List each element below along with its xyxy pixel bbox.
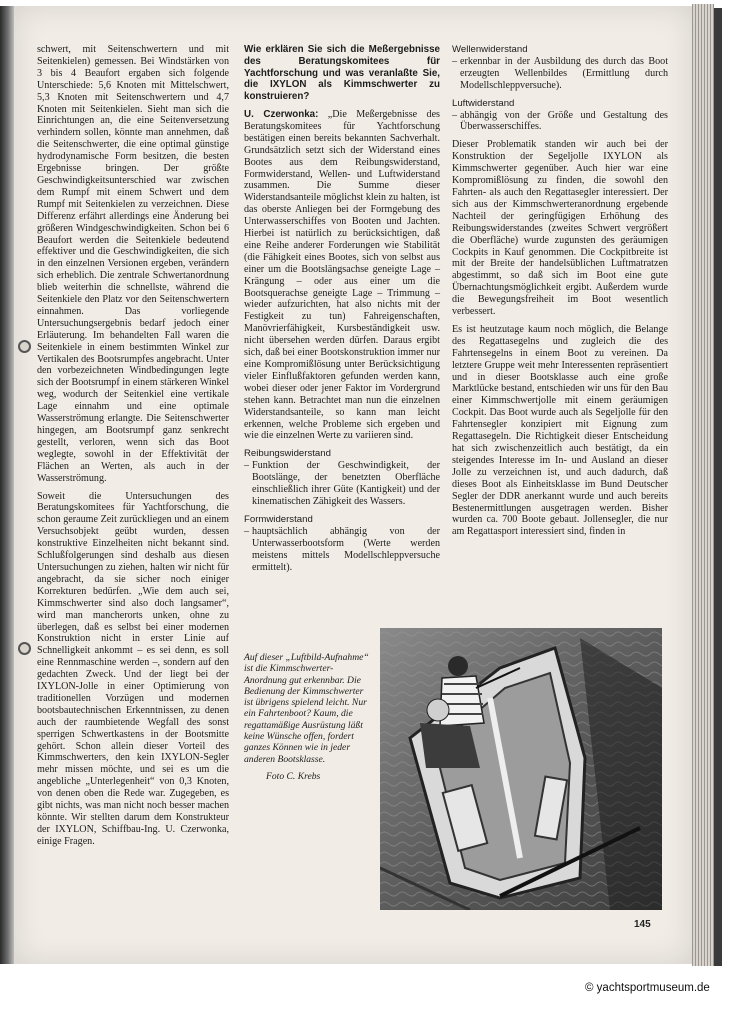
paragraph: Soweit die Untersuchungen des Beratungskomitees für Yachtforschung, die schon geraume Zeit zurückliegen und an einem Versuchsobjekt geübt wurden, dessen konstruktive Einzelheiten nicht bekannt sind. Schlußfolgerungen sind deshalb aus diesen Untersuchungen zu ziehen, halten wir nicht für angebracht, da sie sicher noch einiger Korrekturen bedürfen. „Wie dem auch sei, Kimmschwerter sind also doch langsamer“, wird man mancherorts unken, ohne zu überlegen, daß es selbst bei einer modernen Konstruktion nicht in erster Linie auf Schnelligkeit ankommt – es sei denn, es soll eine Rennmaschine werden –, sondern auf den gedachten Zweck. Und der liegt bei der IXYLON-Jolle in einer Optimierung von traditionellen Vorzügen und modernen bootsbautechnischen Erkenntnissen, zu denen auch der raumbietende Wegfall des sonst sperrigen Schwertkastens in der Bootsmitte gehört. Schon allein dieser Vorteil des Kimmschwerters, den kein IXYLON-Segler mehr missen möchte, und sei es um die angebliche „Unterlegenheit“ von 0,3 Knoten, von denen oben die Rede war. Zugegeben, es gibt nichts, was man nicht noch besser machen könnte. Wir stellten darum dem Konstrukteur der IXYLON, Schiffbau-Ing. U. Czerwonka, einige Fragen. xyxy=(37,490,229,847)
section-text: Funktion der Geschwindigkeit, der Bootslänge, der benetzten Oberfläche einschließlich ihrer Güte (Kantigkeit) und der kinematischen Zähigkeit des Wassers. xyxy=(252,460,440,507)
section-item: – Funktion der Geschwindigkeit, der Bootslänge, der benetzten Oberfläche einschließlich ihrer Güte (Kantigkeit) und der kinematischen Zähigkeit des Wassers. xyxy=(244,460,440,507)
section-item: – erkennbar in der Ausbildung des durch das Boot erzeugten Wellenbildes (Ermittlung durch Modellschleppversuche). xyxy=(452,55,668,91)
photo-caption xyxy=(244,652,372,782)
book-spine xyxy=(0,6,14,964)
interview-answer xyxy=(244,109,440,442)
article-column-2 xyxy=(244,44,440,579)
speaker-name: U. Czerwonka: xyxy=(244,108,319,120)
book-cover-edge xyxy=(714,8,722,968)
photo-credit: Foto C. Krebs xyxy=(266,770,321,782)
section-heading: Wellenwiderstand xyxy=(452,44,528,55)
sailing-dinghy-photo xyxy=(380,628,662,910)
section-item: – abhängig von der Größe und Gestaltung des Überwasserschiffes. xyxy=(452,109,668,133)
section-text: abhängig von der Größe und Gestaltung des Überwasserschiffes. xyxy=(460,109,668,133)
paragraph: schwert, mit Seitenschwertern und mit Seitenkielen) gemessen. Bei Windstärken von 3 bis 4 Beaufort ergaben sich folgende Unterschiede: 5,6 Knoten mit Mittelschwert, 5,3 Knoten mit Seitenschwertern und 4,7 Knoten mit Seitenkielen. Sieht man sich die Einrichtungen an, die eine Seitenversetzung verhindern sollen, könnte man annehmen, daß die Seitenschwerter, die eine optimal günstige hydrodynamische Form besitzen, die besten Ergebnisse bringen. Der größte Geschwindigkeitsunterschied war zwischen dem Rumpf mit einem Schwert und dem Rumpf mit Seitenkielen zu verzeichnen. Diese Differenz erfährt allerdings eine Änderung bei größeren Windgeschwindigkeiten. Schon bei 6 Beaufort werden die Seitenkiele bedeutend effektiver und die Geschwindigkeiten, die sich in den einzelnen Versionen ergeben, verändern sich erheblich. Die zentrale Schwertanordnung blieb weiterhin die schnellste, während die Seitenkiele den Platz vor den Seitenschwertern einnahmen. Das vorliegende Untersuchungsergebnis bedarf jedoch einer Erläuterung. Im behandelten Fall waren die Seitenkiele in einem bestimmten Winkel zur Vertikalen des Bootsrumpfes angebracht. Unter den vorbezeichneten Windbedingungen legte sich der Bootsrumpf in einem stärkeren Winkel weg, wodurch der Seitenkiel eine vertikale Lage einnahm und eine optimale Wasserströmung erlangte. Die Seitenschwerter hingegen, am Bootsrumpf ganz senkrecht gestellt, verloren, wenn sich das Boot weglegte, sowohl in der Effektivität der Flächen an Werten, als auch in der Wasserströmung. xyxy=(37,44,229,484)
answer-text: „Die Meßergebnisse des Beratungskomitees für Yachtforschung bestätigen einen bereits bekannten Sachverhalt. Grundsätzlich setzt sich der Widerstand eines Bootes aus dem Reibungswiderstand, Formwiderstand, Wellen- und Luftwiderstand zusammen. Die Summe dieser Widerstandsanteile möglichst klein zu halten, ist das oberste Anliegen bei der Formgebung des Unterwasserschiffes von Booten und Jachten. Hierbei ist natürlich zu berücksichtigen, daß eine Reihe anderer Forderungen wie Stabilität (die Fähigkeit eines Bootes, sich von selbst aus einer um die Bootslängsachse geneigte Lage – Krängung – oder aus einer um die Bootsquerachse geneigte Lage – Trimmung – wieder aufzurichten, hat also nichts mit der Festigkeit zu tun) Fahreigenschaften, Manövrierfähigkeit, Kursbeständigkeit usw. nicht übersehen werden dürfen. Daraus ergibt sich, daß bei einer Bootskonstruktion immer nur eine Kompromißlösung unter Berücksichtigung vieler Einflußfaktoren gefunden werden kann, wobei dieser oder jener Faktor im Vordergrund stehen kann. Betrachtet man nun die einzelnen Widerstandsanteile, so kann man leicht erkennen, welche Probleme sich ergeben und wie die einzelnen Werte zu variieren sind. xyxy=(244,108,440,442)
watermark: © yachtsportmuseum.de xyxy=(585,982,710,994)
section-heading: Reibungswiderstand xyxy=(244,448,331,460)
section-item: – hauptsächlich abhängig von der Unterwasserbootsform (Werte werden meistens mittels Modellschleppversuche ermittelt). xyxy=(244,525,440,573)
section-text: erkennbar in der Ausbildung des durch das Boot erzeugten Wellenbildes (Ermittlung durch Modellschleppversuche). xyxy=(460,55,668,91)
section-text: hauptsächlich abhängig von der Unterwasserbootsform (Werte werden meistens mittels Modellschleppversuche ermittelt). xyxy=(252,525,440,573)
paragraph: Es ist heutzutage kaum noch möglich, die Belange des Regattasegelns und zugleich die des Fahrtensegelns in einem Boot zu vereinen. Da letztere Gruppe weit mehr Interessenten repräsentiert und in dieser Bootsklasse auch eine große Marktlücke bestand, entschieden wir uns für den Bau einer Kimmschwertjolle mit einem geräumigen Cockpit. Das Boot wurde auch als Segeljolle für den Fahrtensegler konzipiert mit Eignung zum Regattasegeln. Die Richtigkeit dieser Entscheidung hat sich zwischenzeitlich auch bestätigt, da ein steigendes Interesse im In- und Ausland an dieser Jolle zu verzeichnen ist, und auch dadurch, daß dieses Boot als Einheitsklasse im Bund Deutscher Segler der DDR anerkannt wurde und auch bereits Bestenermittlungen ausgetragen werden. Bisher wurden ca. 700 Boote gebaut. Jollensegler, die nur am Regattasport interessiert sind, finden in xyxy=(452,323,668,538)
article-column-1 xyxy=(37,44,229,854)
page-stack-edge xyxy=(692,4,714,970)
binding-hole xyxy=(18,340,31,353)
caption-text: Auf dieser „Luftbild-Aufnahme“ ist die Kimmschwerter-Anordnung gut erkennbar. Die Bedienung der Kimmschwerter ist übrigens spielend leicht. Nur ein Fahrtenboot? Kaum, die regattamäßige Ausrüstung läßt keine Wünsche offen, fordert ganzes Können wie in jeder anderen Bootsklasse. xyxy=(244,652,369,765)
binding-hole xyxy=(18,642,31,655)
paragraph: Dieser Problematik standen wir auch bei der Konstruktion der Segeljolle IXYLON als Kimmschwerter gegenüber. Auch hier war eine Kompromißlösung zu finden, die sowohl den Fahrten- als auch den Regattasegler interessiert. Der sich aus der Kimmschwerteranordnung ergebende Nachteil der geringfügigen Erhöhung des Reibungswiderstandes (zweites Schwert vergrößert die Oberfläche) wurde zugunsten des geräumigen Cockpits in Kauf genommen. Die Cockpitbreite ist mit der Breite der handelsüblichen Luftmatratzen abgestimmt, so daß sich im Boot eine gute Übernachtungsmöglichkeit ergibt. Außerdem wurde die Bewegungsfreiheit im Boot wesentlich verbessert. xyxy=(452,139,668,318)
article-column-3 xyxy=(452,44,668,544)
section-heading: Formwiderstand xyxy=(244,513,313,525)
page-number: 145 xyxy=(634,919,651,930)
section-heading: Luftwiderstand xyxy=(452,97,515,109)
interview-question: Wie erklären Sie sich die Meßergebnisse des Beratungskomitees für Yachtforschung und was veranlaßte Sie, die IXYLON als Kimmschwerter zu konstruieren? xyxy=(244,44,440,103)
photo-illustration xyxy=(380,628,662,910)
